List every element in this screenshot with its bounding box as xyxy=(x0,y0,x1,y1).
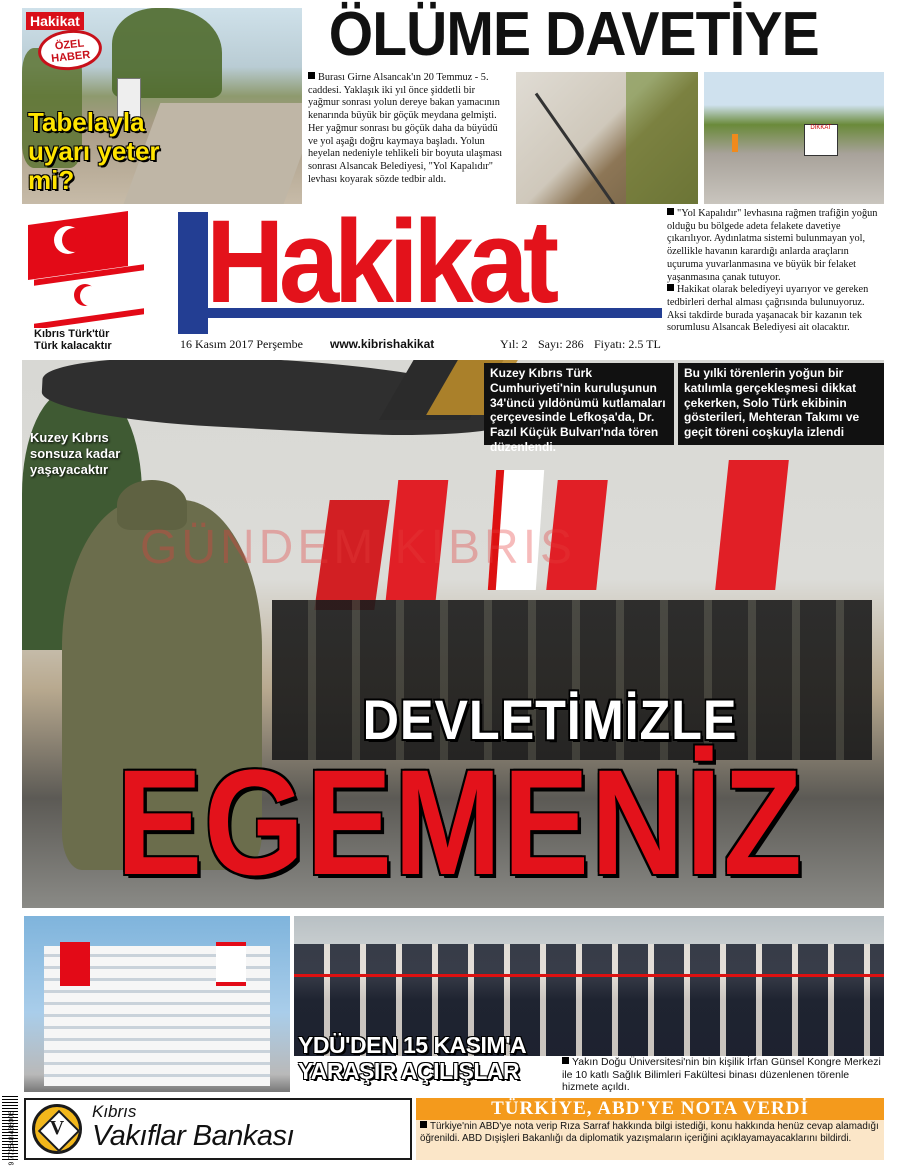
top-headline: ÖLÜME DAVETİYE xyxy=(328,0,819,69)
barcode: 9 772548 436006 xyxy=(2,1094,18,1160)
top-story-body-right xyxy=(667,208,883,335)
bottom-news-body: Türkiye'nin ABD'ye nota verip Rıza Sarraf hakkında bilgi istediği, konu hakkında henüz cevap alamadığı öğrenildi. ABD Dışişleri Bakanlığı da diplomatik yazışmaların içeriğini açıklayamayacaklarını bildirdi. xyxy=(420,1121,879,1144)
bank-logo-icon: V xyxy=(32,1104,82,1154)
bank-name-line-1: Kıbrıs xyxy=(92,1102,137,1121)
issue-price: Fiyatı: 2.5 TL xyxy=(594,337,661,351)
brand-tag: Hakikat xyxy=(26,12,84,30)
bank-name-line-2: Vakıflar Bankası xyxy=(92,1120,295,1152)
special-news-badge: ÖZEL HABER xyxy=(36,27,104,73)
road-closed-sign-photo: DİKKAT xyxy=(704,72,884,204)
issue-year: Yıl: 2 xyxy=(500,337,528,351)
info-box-ceremony: Bu yılki törenlerin yoğun bir katılımla gerçekleşmesi dikkat çekerken, Solo Türk ekibinin gösterileri, Mehteran Takımı ve geçit töreni coşkuyla izlendi xyxy=(678,363,884,445)
road-crack-photo xyxy=(516,72,698,204)
lower-headline: YDÜ'DEN 15 KASIM'A YARAŞIR AÇILIŞLAR xyxy=(298,1032,527,1084)
body-paragraph: Hakikat olarak belediyeyi uyarıyor ve gereken tedbirleri derhal alması çağrısında bulunuyoruz. Aksi takdirde burada yaşanacak bir kazanın tek sorumlusu Alsancak Belediyesi ait olacaktır. xyxy=(667,284,883,335)
lower-caption: Yakın Doğu Üniversitesi'nin bin kişilik İrfan Günsel Kongre Merkezi ile 10 katlı Sağlık Bilimleri Fakültesi binası düzenlenen törenle hizmete açıldı. xyxy=(562,1056,884,1094)
side-quote: Kuzey Kıbrıs sonsuza kadar yaşayacaktır xyxy=(30,430,121,477)
masthead-logo: Hakikat xyxy=(178,212,662,334)
info-box-anniversary: Kuzey Kıbrıs Türk Cumhuriyeti'nin kuruluşunun 34'üncü yıldönümü kutlamaları çerçevesinde Lefkoşa'da, Dr. Fazıl Küçük Bulvarı'nda tören düzenlendi. xyxy=(484,363,674,445)
bottom-news-headline: TÜRKİYE, ABD'YE NOTA VERDİ xyxy=(416,1098,884,1120)
website: www.kibrishakikat xyxy=(330,337,435,351)
main-headline-line-2: EGEMENİZ xyxy=(116,738,804,906)
main-headline-line-1: DEVLETİMİZLE xyxy=(362,688,738,751)
watermark: GÜNDEM KIBRIS xyxy=(140,521,577,574)
side-title: Tabelayla uyarı yeter mi? xyxy=(28,107,160,195)
university-building-photo xyxy=(24,916,290,1092)
flag-caption: Kıbrıs Türk'tür Türk kalacaktır xyxy=(34,328,112,352)
issue-number: Sayı: 286 xyxy=(538,337,584,351)
top-story-body-left: Burası Girne Alsancak'ın 20 Temmuz - 5. caddesi. Yaklaşık iki yıl önce şiddetli bir yağmur sonrası yolun dereye bakan yamacının kenarında büyük bir göçük meydana gelmişti. Her yağmur sonrası bu göçük daha da büyüdü ve yol aşağı doğru kaymaya başladı. Yolun heyelan nedeniyle tehlikeli bir boyuta ulaşması sonrası Alsancak Belediyesi, "Yol Kapalıdır" levhası koyarak sözde tedbir aldı. xyxy=(308,72,508,206)
flags-image xyxy=(24,210,148,328)
bottom-news xyxy=(416,1098,884,1160)
issue-date: 16 Kasım 2017 Perşembe xyxy=(180,337,303,351)
body-paragraph: "Yol Kapalıdır" levhasına rağmen trafiğin yoğun olduğu bu bölgede adeta felakete davetiye çıkarılıyor. Aydınlatma sistemi bulunmayan yol, özellikle havanın karardığı anlarda araçların uçuruma yuvarlanmasına ve büyük bir felaket yaşanmasına çanak tutuyor. xyxy=(667,208,883,284)
bank-advertisement xyxy=(24,1098,412,1160)
